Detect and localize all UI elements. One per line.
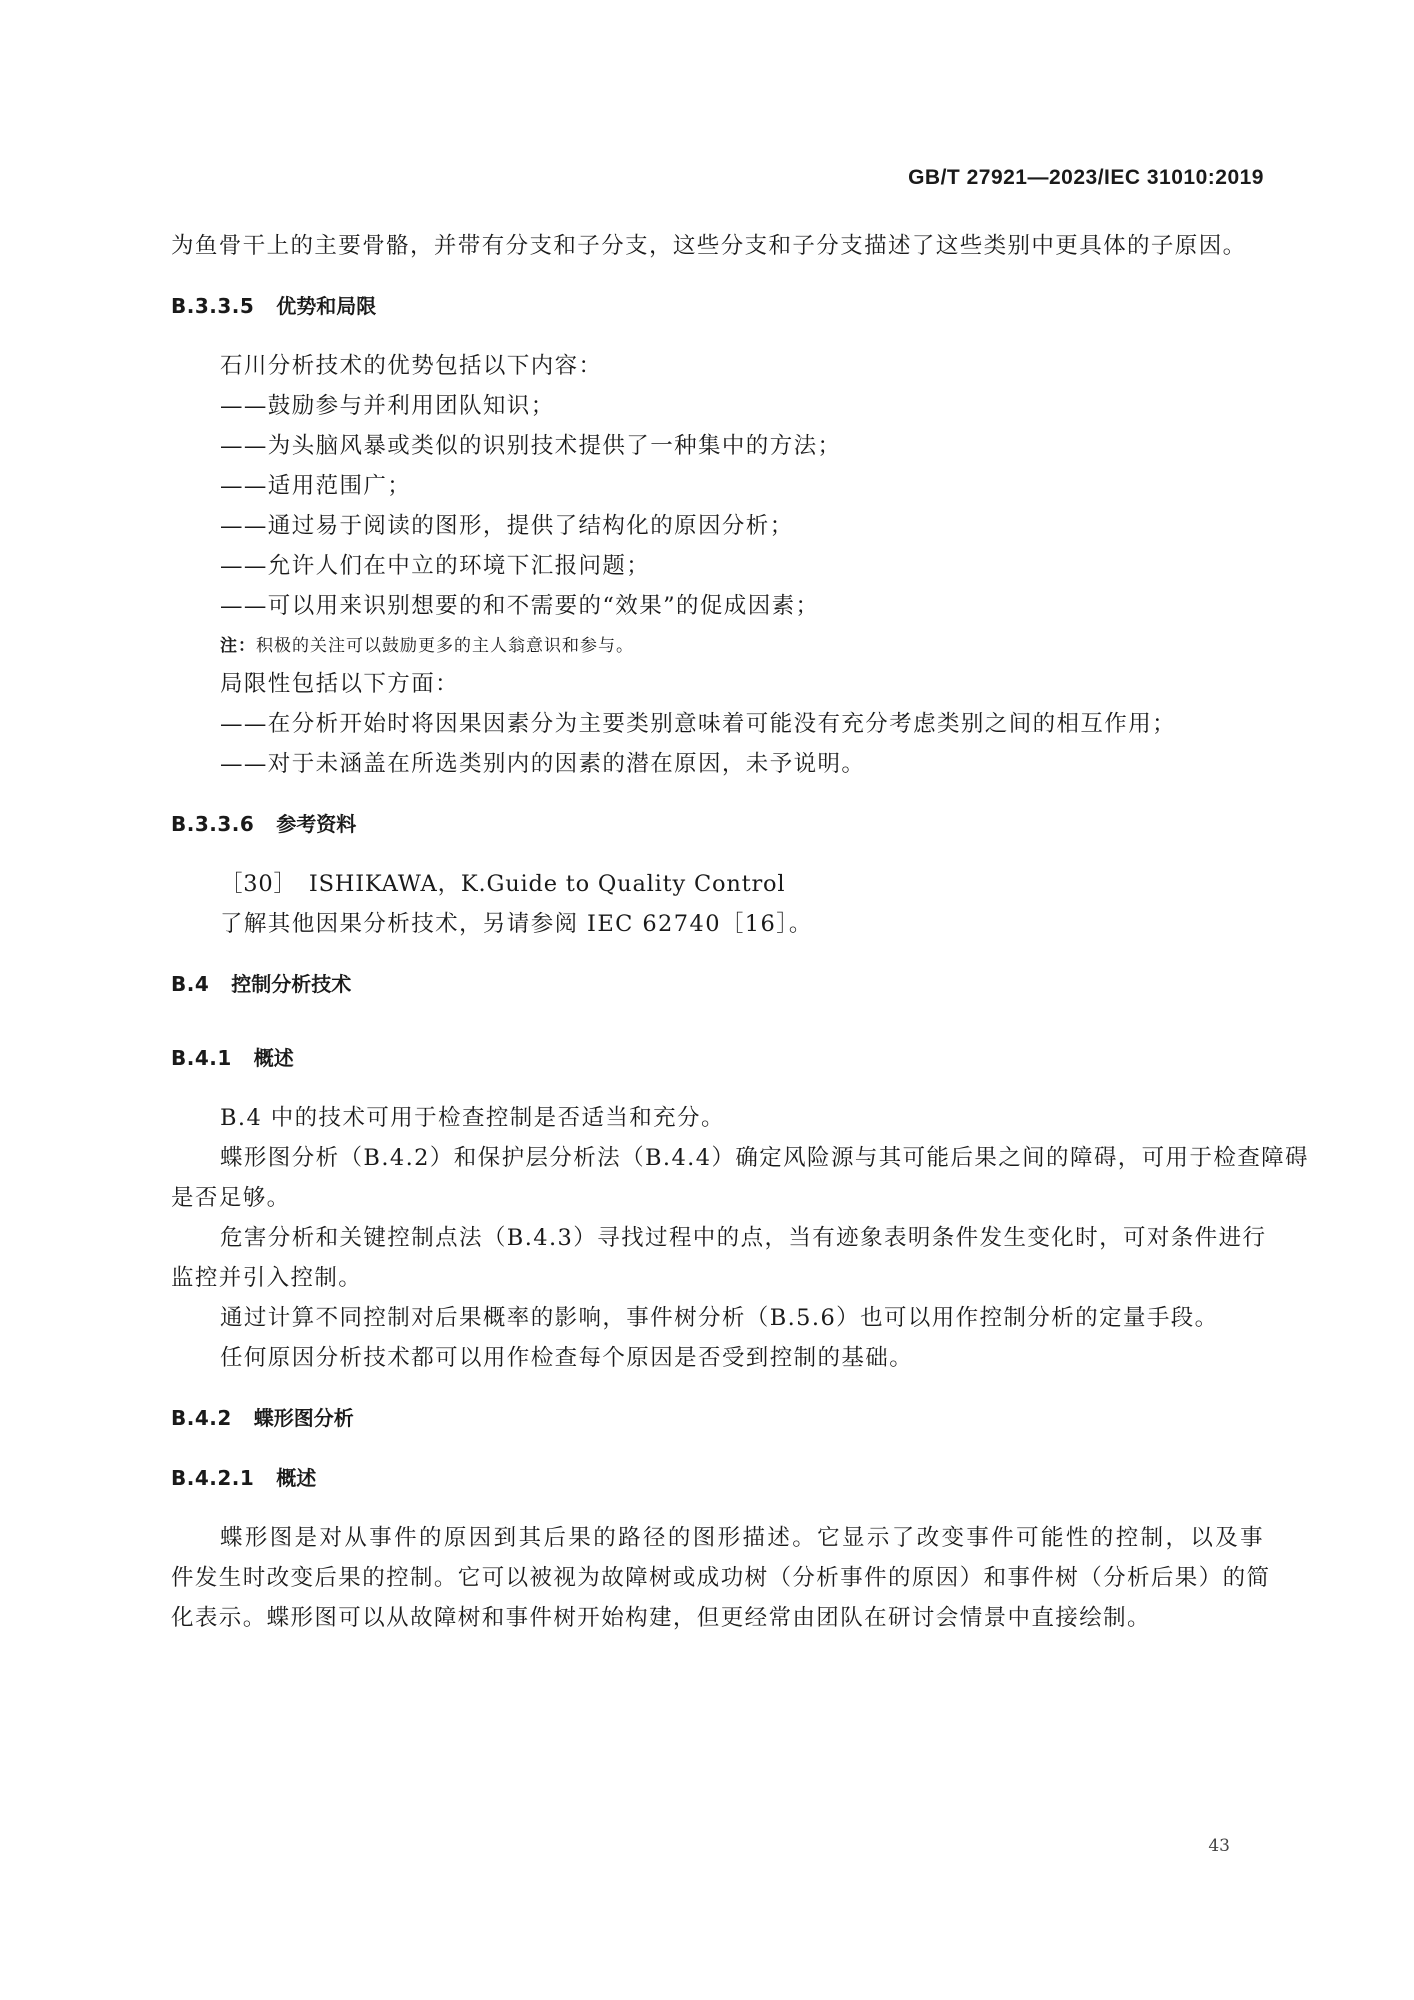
section-title: 参考资料 xyxy=(276,812,357,836)
list-item: ——为头脑风暴或类似的识别技术提供了一种集中的方法； xyxy=(220,433,842,459)
list-item: ——通过易于阅读的图形，提供了结构化的原因分析； xyxy=(220,513,794,539)
list-item: ——在分析开始时将因果因素分为主要类别意味着可能没有充分考虑类别之间的相互作用； xyxy=(220,711,1177,737)
section-number: B.3.3.6 xyxy=(171,812,255,836)
section-number: B.4.1 xyxy=(171,1046,232,1070)
reference-entry: ［30］ ISHIKAWA，K.Guide to Quality Control xyxy=(220,871,786,897)
section-heading-b335 xyxy=(171,286,376,326)
paragraph-line: 为鱼骨干上的主要骨骼，并带有分支和子分支，这些分支和子分支描述了这些类别中更具体的子原因。 xyxy=(171,233,1247,259)
section-heading-b4 xyxy=(171,964,351,1004)
list-item: ——可以用来识别想要的和不需要的“效果”的促成因素； xyxy=(220,593,820,619)
list-item: ——适用范围广； xyxy=(220,473,412,499)
section-heading-b41 xyxy=(171,1038,294,1078)
section-title: 概述 xyxy=(276,1466,317,1490)
list-item: ——允许人们在中立的环境下汇报问题； xyxy=(220,553,651,579)
section-number: B.3.3.5 xyxy=(171,294,255,318)
paragraph-line: 是否足够。 xyxy=(171,1185,291,1211)
section-number: B.4 xyxy=(171,972,210,996)
section-number: B.4.2 xyxy=(171,1406,232,1430)
paragraph-line: 局限性包括以下方面： xyxy=(220,671,460,697)
list-item: ——对于未涵盖在所选类别内的因素的潜在原因，未予说明。 xyxy=(220,751,866,777)
section-heading-b42 xyxy=(171,1398,354,1438)
section-title: 控制分析技术 xyxy=(231,972,352,996)
paragraph-line: 石川分析技术的优势包括以下内容： xyxy=(220,353,603,379)
section-title: 概述 xyxy=(253,1046,294,1070)
section-title: 蝶形图分析 xyxy=(253,1406,354,1430)
paragraph-line: 监控并引入控制。 xyxy=(171,1265,363,1291)
note-text: 积极的关注可以鼓励更多的主人翁意识和参与。 xyxy=(256,636,634,656)
paragraph-line: 蝶形图分析（B.4.2）和保护层分析法（B.4.4）确定风险源与其可能后果之间的障碍，可用于检查障碍 xyxy=(220,1145,1309,1171)
paragraph-line: 件发生时改变后果的控制。它可以被视为故障树或成功树（分析事件的原因）和事件树（分析后果）的简 xyxy=(171,1565,1271,1591)
section-heading-b421 xyxy=(171,1458,316,1498)
section-title: 优势和局限 xyxy=(276,294,377,318)
paragraph-line: 通过计算不同控制对后果概率的影响，事件树分析（B.5.6）也可以用作控制分析的定量手段。 xyxy=(220,1305,1219,1331)
standard-code-header: GB/T 27921—2023/IEC 31010:2019 xyxy=(908,166,1264,189)
section-number: B.4.2.1 xyxy=(171,1466,255,1490)
paragraph-line: 化表示。蝶形图可以从故障树和事件树开始构建，但更经常由团队在研讨会情景中直接绘制。 xyxy=(171,1605,1151,1631)
note-label: 注： xyxy=(220,636,256,656)
paragraph-line: 蝶形图是对从事件的原因到其后果的路径的图形描述。它显示了改变事件可能性的控制，以及事 xyxy=(220,1525,1264,1551)
page-number: 43 xyxy=(1208,1836,1230,1856)
paragraph-line: 了解其他因果分析技术，另请参阅 IEC 62740［16］。 xyxy=(220,911,813,937)
list-item: ——鼓励参与并利用团队知识； xyxy=(220,393,555,419)
paragraph-line: 危害分析和关键控制点法（B.4.3）寻找过程中的点，当有迹象表明条件发生变化时，可对条件进行 xyxy=(220,1225,1267,1251)
paragraph-line: 任何原因分析技术都可以用作检查每个原因是否受到控制的基础。 xyxy=(220,1345,914,1371)
note xyxy=(220,626,1264,666)
paragraph-line: B.4 中的技术可用于检查控制是否适当和充分。 xyxy=(220,1105,725,1131)
section-heading-b336 xyxy=(171,804,356,844)
